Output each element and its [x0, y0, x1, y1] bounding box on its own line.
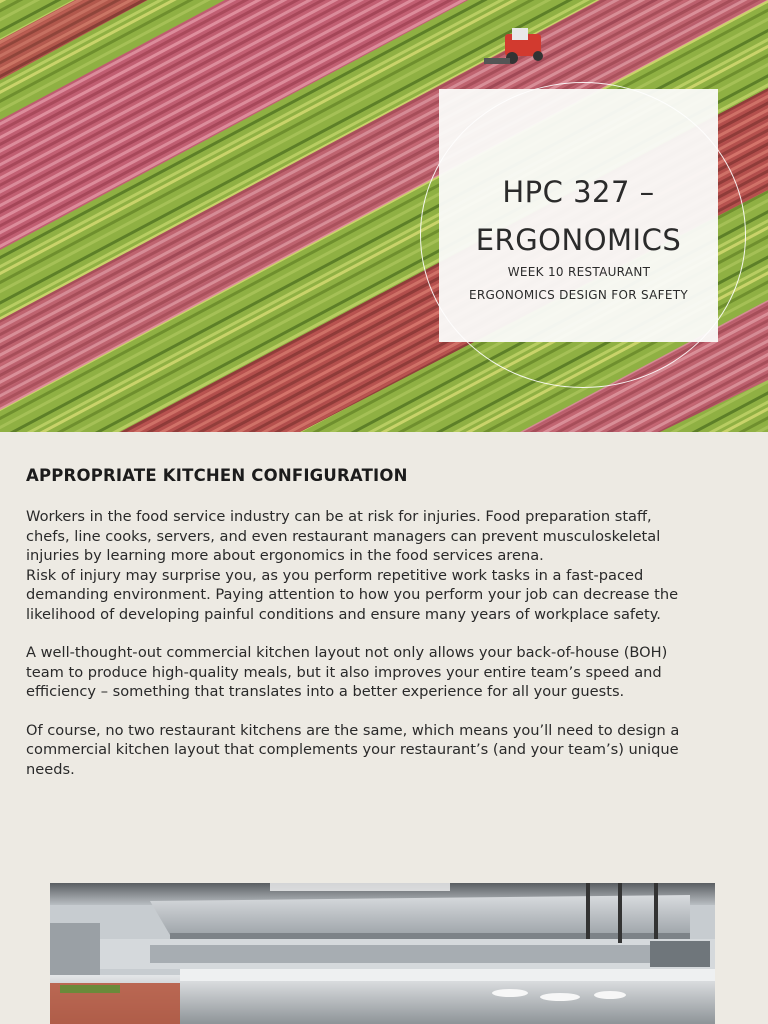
subtitle-topic: ERGONOMICS DESIGN FOR SAFETY	[469, 288, 688, 302]
paragraph-3	[26, 721, 742, 780]
section-heading: APPROPRIATE KITCHEN CONFIGURATION	[26, 466, 408, 485]
main-content	[26, 466, 742, 798]
paragraph-line: needs.	[26, 760, 75, 778]
paragraph-2	[26, 643, 742, 702]
title-card	[439, 89, 718, 342]
course-name-title: ERGONOMICS	[475, 223, 682, 257]
subtitle-week: WEEK 10 RESTAURANT	[507, 265, 651, 279]
course-code-title: HPC 327 –	[502, 175, 655, 209]
paragraph-line: likelihood of developing painful conditions and ensure many years of workplace safety.	[26, 605, 661, 623]
kitchen-image	[50, 883, 715, 1024]
paragraph-1	[26, 507, 742, 624]
paragraph-line: Risk of injury may surprise you, as you perform repetitive work tasks in a fast-paced	[26, 566, 644, 584]
paragraph-line: demanding environment. Paying attention to how you perform your job can decrease the	[26, 586, 679, 603]
paragraph-line: team to produce high-quality meals, but it also improves your entire team’s speed and	[26, 663, 662, 681]
hero-image	[0, 0, 768, 432]
paragraph-line: Workers in the food service industry can be at risk for injuries. Food preparation staff,	[26, 508, 652, 525]
paragraph-line: commercial kitchen layout that complements your restaurant’s (and your team’s) unique	[26, 741, 679, 758]
paragraph-line: injuries by learning more about ergonomics in the food services arena.	[26, 547, 544, 564]
paragraph-line: A well-thought-out commercial kitchen layout not only allows your back-of-house (BOH)	[26, 644, 668, 661]
paragraph-line: efficiency – something that translates into a better experience for all your guests.	[26, 683, 625, 700]
paragraph-line: Of course, no two restaurant kitchens are the same, which means you’ll need to design a	[26, 721, 680, 739]
paragraph-line: chefs, line cooks, servers, and even restaurant managers can prevent musculoskeletal	[26, 527, 661, 545]
commercial-kitchen-image	[50, 883, 715, 1024]
